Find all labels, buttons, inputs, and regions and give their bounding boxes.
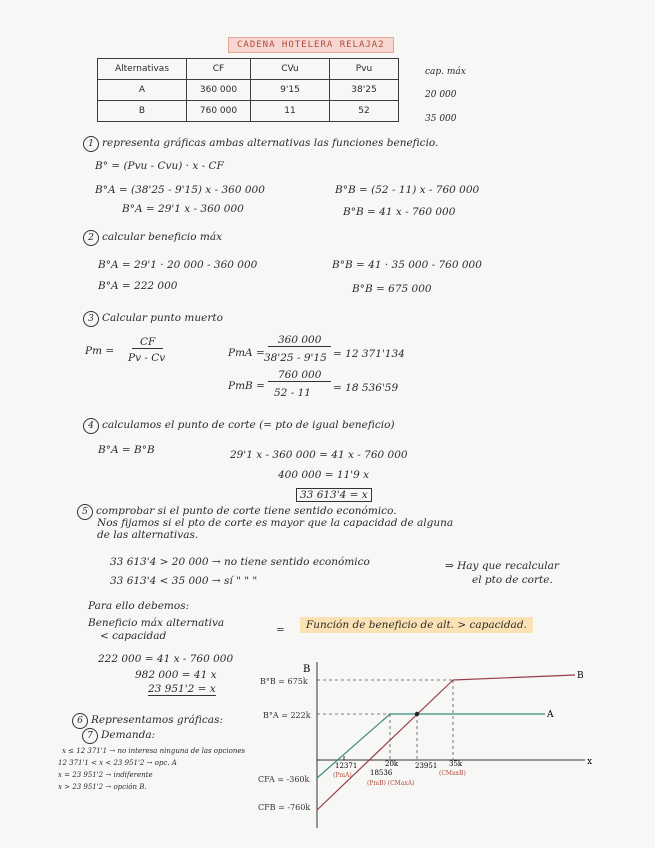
x-tick-sub: (PmB) (CMaxA) [367,780,415,787]
x-axis-letter: x [587,757,593,767]
table-cell: B [98,101,187,122]
y-axis-letter: B [303,664,311,675]
step-number: 7 [82,728,98,744]
profit-chart [255,660,595,830]
step-number: 3 [83,311,99,327]
line-b-label: B [577,671,584,681]
section-text: Representamos gráficas: [91,714,223,726]
demand-line: x > 23 951'2 → opción B. [58,783,147,791]
formula: B°A = 29'1 · 20 000 - 360 000 [98,259,258,271]
step-number: 1 [83,136,99,152]
formula: B°A = (38'25 - 9'15) x - 360 000 [95,184,265,196]
section-4-heading [83,418,395,434]
fraction-numerator: CF [132,336,163,349]
y-label-ba: B°A = 222k [263,711,311,720]
x-tick-sub: (PmA) [333,772,352,779]
section-text: Demanda: [101,729,156,741]
cap-header: cap. máx [425,67,466,77]
result: = 12 371'134 [333,348,405,360]
y-label-bb: B°B = 675k [260,677,308,686]
x-tick-label: 18536 [370,769,393,777]
table-header: Pvu [330,59,399,80]
line-a-label: A [547,710,554,720]
equation-right: Función de beneficio de alt. > capacidad. [300,617,533,633]
section-1-heading [83,136,438,152]
equation-left: < capacidad [100,630,167,642]
formula: 982 000 = 41 x [135,669,217,681]
y-label-cfb: CFB = -760k [258,803,311,812]
boxed-result: 33 613'4 = x [296,488,372,502]
formula: 400 000 = 11'9 x [278,469,370,481]
demand-line: x = 23 951'2 → indiferente [58,771,153,779]
page-title: CADENA HOTELERA RELAJA2 [228,37,394,53]
formula: B°B = 675 000 [352,283,432,295]
table-header: CF [187,59,251,80]
formula: 222 000 = 41 x - 760 000 [98,653,234,665]
section-text: Calcular punto muerto [102,312,223,324]
demand-line: 12 371'1 < x < 23 951'2 → opc. A [58,759,177,767]
table-header: Alternativas [98,59,187,80]
section-3-heading [83,311,223,327]
section-6-heading [72,713,223,729]
cap-a: 20 000 [425,90,457,100]
fraction-denominator: 52 - 11 [274,387,311,399]
table-cell: 11 [251,101,330,122]
x-tick-label: 12371 [335,762,358,770]
fraction-denominator: 38'25 - 9'15 [264,352,327,364]
formula: Pm = [85,345,115,357]
table-header: CVu [251,59,330,80]
formula: B°A = B°B [98,444,155,456]
x-tick-label: 20k [385,760,399,768]
x-tick-sub: (CMaxB) [439,770,466,777]
section-2-heading [83,230,222,246]
text-line: Para ello debemos: [88,600,190,612]
equation-mid: = [276,624,285,636]
formula: 29'1 x - 360 000 = 41 x - 760 000 [230,449,408,461]
table-cell: A [98,80,187,101]
text-line: Nos fijamos si el pto de corte es mayor que la capacidad de alguna [97,517,454,529]
section-text: comprobar si el punto de corte tiene sentido económico. [96,505,397,517]
fraction-numerator: 760 000 [268,369,331,382]
x-tick-label: 35k [449,760,463,768]
note: ⇒ Hay que recalcular [445,560,559,572]
line-b [317,680,453,810]
step-number: 5 [77,504,93,520]
text-line: de las alternativas. [97,529,199,541]
step-number: 6 [72,713,88,729]
table-cell: 52 [330,101,399,122]
step-number: 4 [83,418,99,434]
fraction-numerator: 360 000 [268,334,331,347]
section-text: representa gráficas ambas alternativas las funciones beneficio. [102,137,439,149]
table-cell: 9'15 [251,80,330,101]
intersection-point [415,712,419,716]
section-7-heading [82,728,155,744]
table-cell: 760 000 [187,101,251,122]
demand-line: x ≤ 12 371'1 → no interesa ninguna de las opciones [62,747,246,755]
formula: B° = (Pvu - Cvu) · x - CF [95,160,224,172]
table-cell: 38'25 [330,80,399,101]
formula: PmB = [228,380,265,392]
formula: 23 951'2 = x [148,683,216,695]
formula: B°B = (52 - 11) x - 760 000 [335,184,480,196]
formula: PmA = [228,347,265,359]
x-tick-label: 23951 [415,762,438,770]
line-b-flat [453,675,575,680]
section-text: calculamos el punto de corte (= pto de igual beneficio) [102,419,395,431]
check-line: 33 613'4 > 20 000 → no tiene sentido económico [110,556,370,568]
formula: B°A = 222 000 [98,280,178,292]
formula: B°B = 41 x - 760 000 [343,206,456,218]
cap-b: 35 000 [425,114,457,124]
y-label-cfa: CFA = -360k [258,775,310,784]
equation-left: Beneficio máx alternativa [88,617,225,629]
step-number: 2 [83,230,99,246]
check-line: 33 613'4 < 35 000 → sí " " " [110,575,258,587]
note: el pto de corte. [472,574,553,586]
table-cell: 360 000 [187,80,251,101]
section-text: calcular beneficio máx [102,231,223,243]
formula: B°A = 29'1 x - 360 000 [122,203,244,215]
fraction-denominator: Pv - Cv [128,352,166,364]
result: = 18 536'59 [333,382,399,394]
formula: B°B = 41 · 35 000 - 760 000 [332,259,482,271]
alternatives-table [97,58,399,122]
